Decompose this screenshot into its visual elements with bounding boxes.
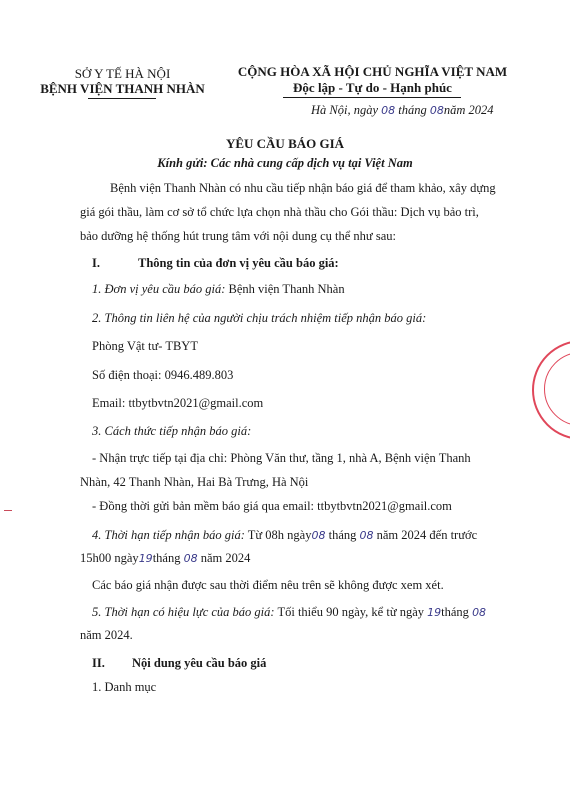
section-2-item-1: 1. Danh mục (92, 680, 157, 694)
late-note: Các báo giá nhận được sau thời điểm nêu trên sẽ không được xem xét. (92, 578, 444, 592)
date-month-handwritten: 08 (429, 104, 444, 117)
issue-date: Hà Nội, ngày 08 tháng 08năm 2024 (311, 103, 494, 117)
section-2-number: II. (92, 656, 105, 670)
date-day-handwritten: 08 (381, 104, 396, 117)
hospital-underline (88, 98, 156, 99)
item-3-label: 3. Cách thức tiếp nhận báo giá: (92, 424, 252, 438)
item-3-line-2: Nhàn, 42 Thanh Nhàn, Hai Bà Trưng, Hà Nội (80, 475, 309, 489)
margin-mark (4, 510, 12, 511)
official-stamp-inner-ring (544, 352, 570, 426)
item-4-month-start: 08 (359, 529, 374, 542)
contact-email: Email: ttbytbvtn2021@gmail.com (92, 396, 264, 410)
item-3-line-3: - Đồng thời gửi bản mềm báo giá qua email: ttbytbvtn2021@gmail.com (92, 499, 452, 513)
item-5-month: 08 (472, 606, 487, 619)
section-1-title: Thông tin của đơn vị yêu cầu báo giá: (138, 256, 339, 270)
intro-line-1: Bệnh viện Thanh Nhàn có nhu cầu tiếp nhận báo giá để tham khảo, xây dựng (110, 181, 496, 195)
recipient-line: Kính gửi: Các nhà cung cấp dịch vụ tại Việt Nam (157, 156, 413, 170)
motto-underline (283, 97, 461, 98)
item-4-line-1: 4. Thời hạn tiếp nhận báo giá: Từ 08h ngày08 tháng 08 năm 2024 đến trước (92, 528, 478, 542)
item-5-line-2: năm 2024. (80, 628, 133, 642)
official-stamp (532, 340, 570, 440)
intro-line-3: bảo dưỡng hệ thống hút trung tâm với nội dung cụ thể như sau: (80, 229, 396, 243)
contact-department: Phòng Vật tư- TBYT (92, 339, 198, 353)
section-1-number: I. (92, 256, 100, 270)
item-1: 1. Đơn vị yêu cầu báo giá: Bệnh viện Thanh Nhàn (92, 282, 345, 296)
contact-phone: Số điện thoại: 0946.489.803 (92, 368, 234, 382)
item-4-month-end: 08 (183, 552, 198, 565)
item-4-day-end: 19 (138, 552, 153, 565)
hospital-name: BỆNH VIỆN THANH NHÀN (40, 81, 205, 96)
agency-name: SỞ Y TẾ HÀ NỘI (74, 66, 171, 81)
nation-title: CỘNG HÒA XÃ HỘI CHỦ NGHĨA VIỆT NAM (237, 64, 508, 79)
item-2-label: 2. Thông tin liên hệ của người chịu trách nhiệm tiếp nhận báo giá: (92, 311, 427, 325)
document-title: YÊU CẦU BÁO GIÁ (225, 136, 345, 151)
nation-motto: Độc lập - Tự do - Hạnh phúc (293, 80, 452, 95)
section-2-title: Nội dung yêu cầu báo giá (132, 656, 267, 670)
item-3-line-1: - Nhận trực tiếp tại địa chỉ: Phòng Văn thư, tầng 1, nhà A, Bệnh viện Thanh (92, 451, 471, 465)
item-5-line-1: 5. Thời hạn có hiệu lực của báo giá: Tối thiểu 90 ngày, kể từ ngày 19tháng 08 (92, 605, 487, 619)
item-5-day: 19 (427, 606, 442, 619)
intro-line-2: giá gói thầu, làm cơ sở tổ chức lựa chọn nhà thầu cho Gói thầu: Dịch vụ bảo trì, (80, 205, 479, 219)
item-4-day-start: 08 (311, 529, 326, 542)
item-4-line-2: 15h00 ngày19tháng 08 năm 2024 (80, 551, 251, 565)
